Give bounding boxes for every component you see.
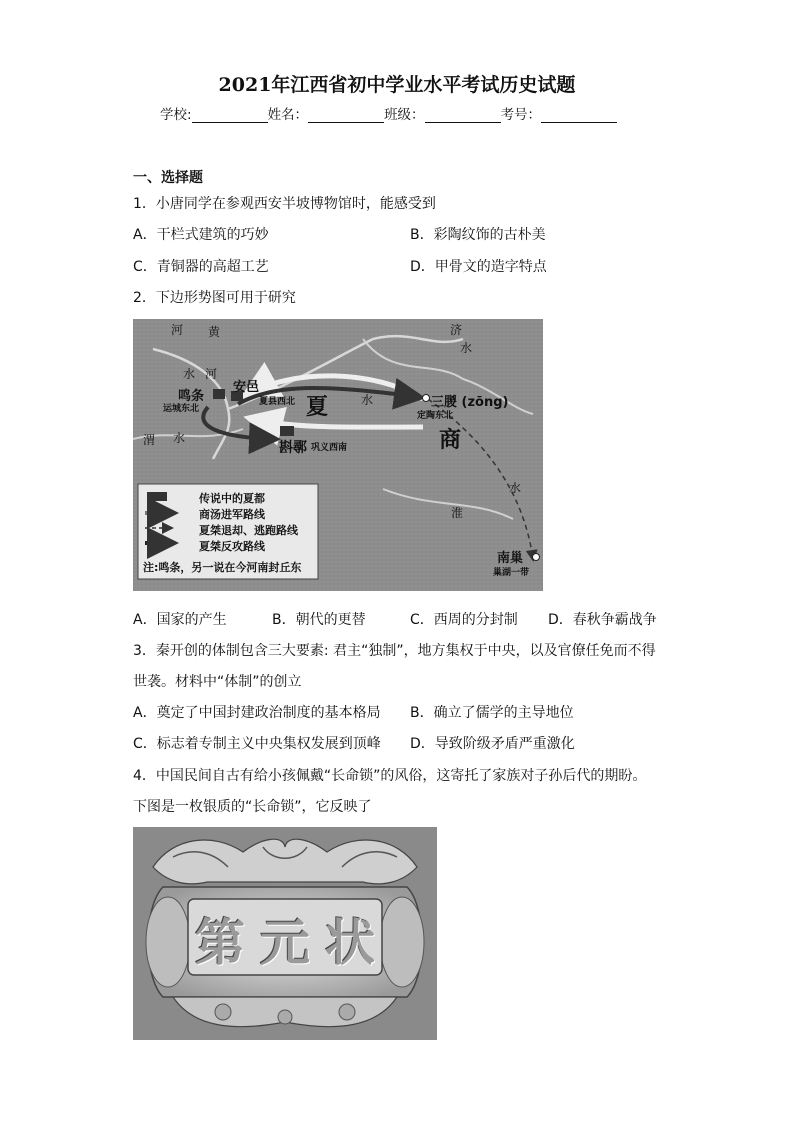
question-3-stem-line-1: 3．秦开创的体制包含三大要素: 君主“独制”，地方集权于中央，以及官僚任免而不得 <box>133 643 656 659</box>
legend-note: 注:鸣条，另一说在今河南封丘东 <box>143 561 302 574</box>
question-4-stem-line-1: 4．中国民间自古有给小孩佩戴“长命锁”的风俗，这寄托了家族对子孙后代的期盼。 <box>133 768 647 784</box>
lock-char-2: 元 <box>260 913 310 972</box>
map-label-xiaxian: 夏县西北 <box>259 397 296 407</box>
map-label-sanzong: 三朡 (zōng) <box>431 395 509 410</box>
dragon-ornament-top <box>153 839 417 884</box>
q1-option-a[interactable]: A．干栏式建筑的巧妙 <box>133 227 269 243</box>
map-label-shui1: 水 <box>460 341 473 355</box>
sanzong-point <box>423 395 430 402</box>
q1-option-c[interactable]: C．青铜器的高超工艺 <box>133 259 269 275</box>
q2-option-a[interactable]: A．国家的产生 <box>133 612 227 628</box>
question-2-stem: 2．下边形势图可用于研究 <box>133 290 296 306</box>
q3-option-b[interactable]: B．确立了儒学的主导地位 <box>410 705 574 721</box>
map-label-shang: 商 <box>439 428 462 453</box>
xia-shang-map <box>133 319 543 591</box>
q2-option-b[interactable]: B．朝代的更替 <box>272 612 366 628</box>
q1-option-b[interactable]: B．彩陶纹饰的古朴美 <box>410 227 546 243</box>
section-title: 一、选择题 <box>133 170 203 186</box>
class-label: 班级： <box>384 107 425 123</box>
q2-option-c[interactable]: C．西周的分封制 <box>410 612 518 628</box>
map-label-shui2: 水 <box>183 367 196 381</box>
number-label: 考号： <box>500 107 542 123</box>
q3-option-c[interactable]: C．标志着专制主义中央集权发展到顶峰 <box>133 736 381 752</box>
map-label-xia: 夏 <box>306 395 329 420</box>
q1-option-d[interactable]: D．甲骨文的造字特点 <box>410 259 547 275</box>
map-label-gongyi: 巩义西南 <box>311 443 348 453</box>
map-label-wei: 渭 <box>143 433 156 447</box>
q2-option-d[interactable]: D．春秋争霸战争 <box>548 612 657 628</box>
map-label-mingtiao: 鸣条 <box>178 389 205 404</box>
legend-capital-label: 传说中的夏都 <box>199 492 265 505</box>
capital-zhenxun-icon <box>280 426 294 436</box>
map-label-shui3: 水 <box>361 393 374 407</box>
map-label-anyi: 安邑 <box>233 380 260 395</box>
map-label-chaohu: 巢湖一带 <box>493 568 530 578</box>
legend-retreat-label: 夏桀退却、逃跑路线 <box>199 524 298 537</box>
map-label-dingtao: 定陶东北 <box>417 411 454 421</box>
map-label-shui4: 水 <box>173 431 186 445</box>
lock-char-3: 状 <box>325 913 375 972</box>
longevity-lock-image <box>133 827 437 1040</box>
student-info-line <box>160 103 617 123</box>
map-label-nanchao: 南巢 <box>497 551 524 566</box>
map-label-huai: 淮 <box>451 506 464 520</box>
school-label: 学校: <box>160 107 192 123</box>
number-blank[interactable] <box>541 108 617 123</box>
q3-option-a[interactable]: A．奠定了中国封建政治制度的基本格局 <box>133 705 381 721</box>
map-label-he2: 河 <box>205 367 218 381</box>
class-blank[interactable] <box>425 108 501 123</box>
nanchao-point <box>533 554 540 561</box>
side-ornament-left <box>146 897 190 987</box>
map-label-zhenxun: 斟鄩 <box>279 440 307 456</box>
lock-char-1: 第 <box>195 913 245 972</box>
map-label-ji: 济 <box>450 323 463 337</box>
legend-capital-icon <box>147 492 167 501</box>
question-4-stem-line-2: 下图是一枚银质的“长命锁”，它反映了 <box>133 799 372 815</box>
school-blank[interactable] <box>192 108 268 123</box>
legend-counter-label: 夏桀反攻路线 <box>199 540 265 553</box>
side-ornament-right <box>380 897 424 987</box>
map-label-yuncheng: 运城东北 <box>163 404 200 414</box>
map-label-shui5: 水 <box>509 481 522 495</box>
page-title: 2021年江西省初中学业水平考试历史试题 <box>218 74 576 96</box>
question-3-stem-line-2: 世袭。材料中“体制”的创立 <box>133 674 302 690</box>
capital-mingtiao-icon <box>213 389 225 399</box>
map-drawing <box>133 319 543 591</box>
map-label-he: 河 <box>171 323 184 337</box>
legend-advance-label: 商汤进军路线 <box>199 508 265 521</box>
question-1-stem: 1．小唐同学在参观西安半坡博物馆时，能感受到 <box>133 196 436 212</box>
name-blank[interactable] <box>308 108 384 123</box>
q3-option-d[interactable]: D．导致阶级矛盾严重激化 <box>410 736 575 752</box>
name-label: 姓名： <box>267 107 309 123</box>
map-label-huang: 黄 <box>208 325 221 339</box>
